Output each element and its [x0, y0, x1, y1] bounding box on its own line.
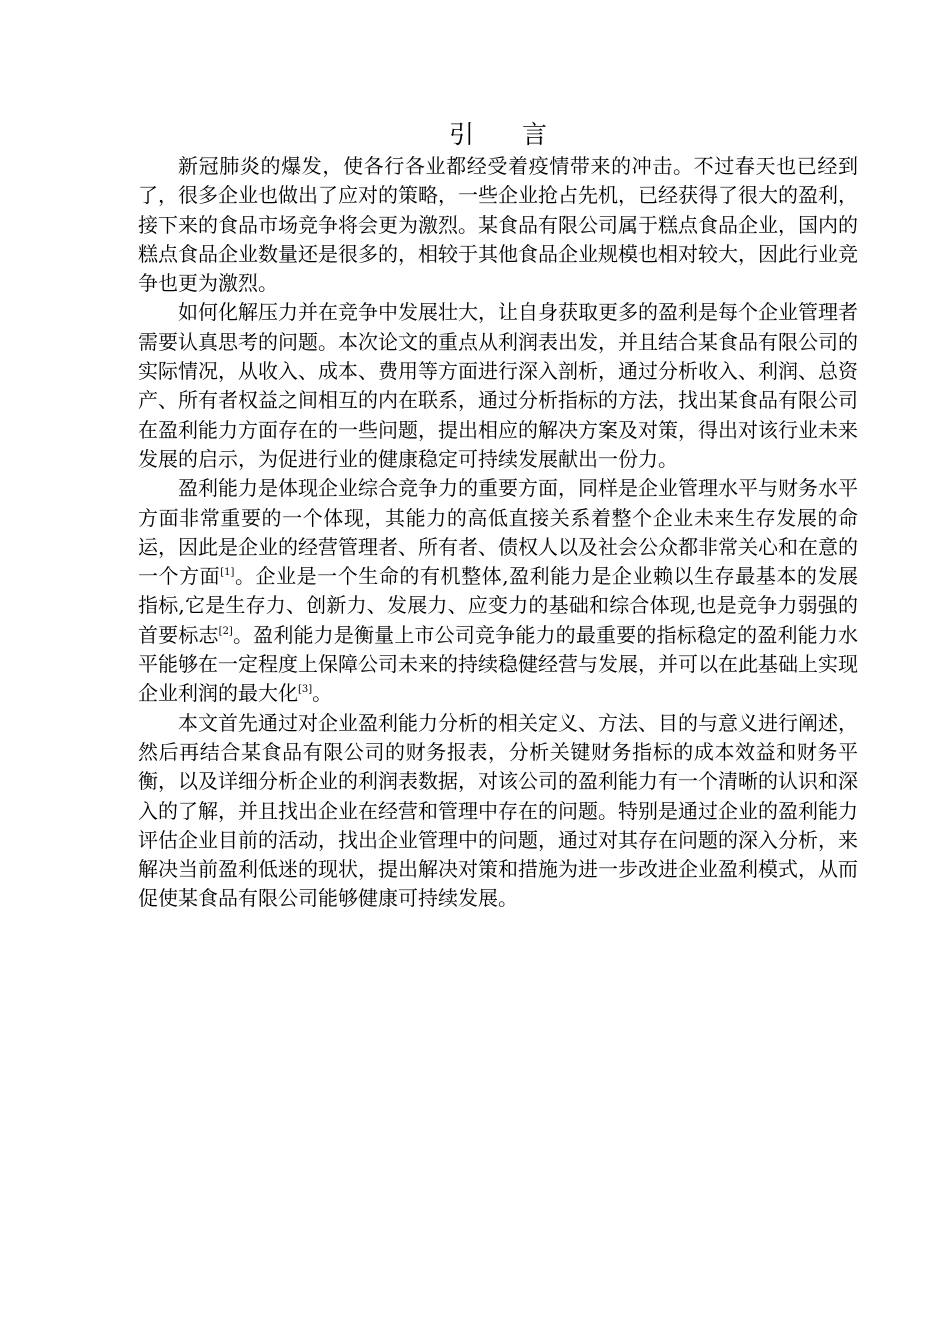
- citation-ref-3[interactable]: [3]: [298, 684, 313, 696]
- paragraph-text: 。企业是一个生命的有机整体,盈利能力是企业赖以生存最基本的发展指标,它是生存力、创新力、发展力、应变力的基础和综合体现,也是竞争力弱强的首要标志: [138, 564, 859, 647]
- paragraph-3: [138, 474, 858, 708]
- paragraph-2: [138, 298, 858, 474]
- citation-ref-2[interactable]: [2]: [218, 625, 233, 637]
- paragraph-text: 。盈利能力是衡量上市公司竞争能力的最重要的指标稳定的盈利能力水平能够在一定程度上保障公司未来的持续稳健经营与发展，并可以在此基础上实现企业利润的最大化: [138, 622, 859, 706]
- paragraph-text: 盈利能力是体现企业综合竞争力的重要方面，同样是企业管理水平与财务水平方面非常重要的一个体现，其能力的高低直接关系着整个企业未来生存发展的命运，因此是企业的经营管理者、所有者、债权人以及社会公众都非常关心和在意的一个方面: [138, 476, 858, 589]
- paragraph-text: 本文首先通过对企业盈利能力分析的相关定义、方法、目的与意义进行阐述，然后再结合某食品有限公司的财务报表，分析关键财务指标的成本效益和财务平衡，以及详细分析企业的利润表数据，对该公司的盈利能力有一个清晰的认识和深入的了解，并且找出企业在经营和管理中存在的问题。特别是通过企业的盈利能力评估企业目前的活动，找出企业管理中的问题，通过对其存在问题的深入分析，来解决当前盈利低迷的现状，提出解决对策和措施为进一步改进企业盈利模式，从而促使某食品有限公司能够健康可持续发展。: [138, 710, 858, 911]
- page-title: [138, 118, 858, 152]
- paragraph-text: 如何化解压力并在竞争中发展壮大，让自身获取更多的盈利是每个企业管理者需要认真思考的问题。本次论文的重点从利润表出发，并且结合某食品有限公司的实际情况，从收入、成本、费用等方面进行深入剖析，通过分析收入、利润、总资产、所有者权益之间相互的内在联系，通过分析指标的方法，找出某食品有限公司在盈利能力方面存在的一些问题，提出相应的解决方案及对策，得出对该行业未来发展的启示，为促进行业的健康稳定可持续发展献出一份力。: [138, 300, 858, 471]
- document-body: [138, 118, 858, 914]
- paragraph-text: 。: [312, 681, 333, 706]
- page-title-char-2: 言: [522, 120, 548, 149]
- citation-ref-1[interactable]: [1]: [220, 567, 235, 579]
- paragraph-text: 新冠肺炎的爆发，使各行各业都经受着疫情带来的冲击。不过春天也已经到了，很多企业也做出了应对的策略，一些企业抢占先机，已经获得了很大的盈利，接下来的食品市场竞争将会更为激烈。某食品有限公司属于糕点食品企业，国内的糕点食品企业数量还是很多的，相较于其他食品企业规模也相对较大，因此行业竞争也更为激烈。: [138, 154, 858, 296]
- paragraph-1: [138, 152, 858, 298]
- paragraph-4: [138, 709, 858, 914]
- page-title-char-1: 引: [448, 120, 474, 149]
